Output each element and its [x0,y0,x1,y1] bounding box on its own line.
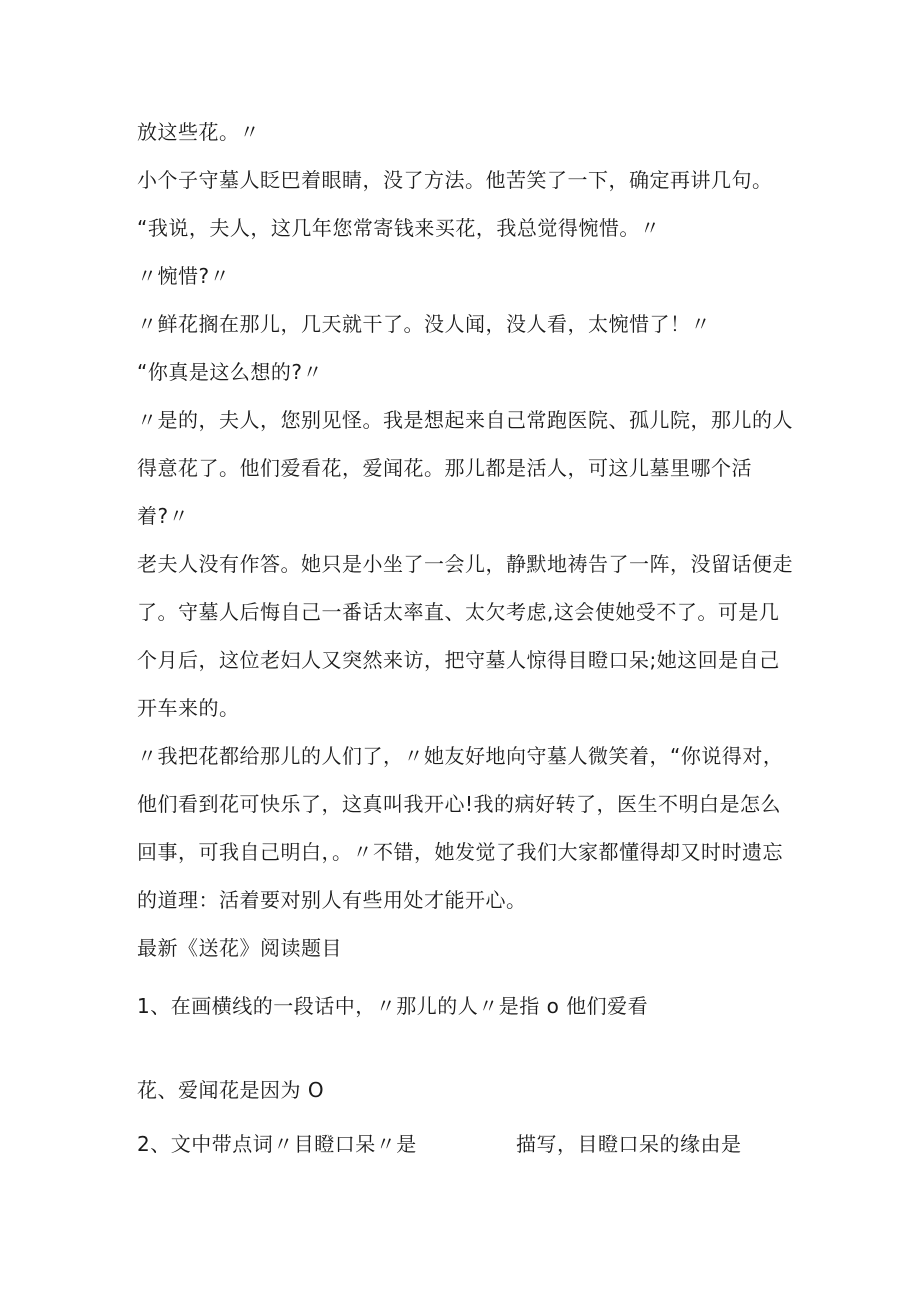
story-line: 放这些花。〃 [137,120,260,144]
story-line: 着?〃 [137,504,190,528]
story-line: 〃我把花都给那儿的人们了，〃她友好地向守墓人微笑着，“你说得对， [137,744,784,768]
story-line: 个月后，这位老妇人又突然来访，把守墓人惊得目瞪口呆;她这回是自己 [137,648,780,672]
story-line: 了。守墓人后悔自己一番话太率直、太欠考虑,这会使她受不了。可是几 [137,600,780,624]
story-line: 〃惋惜?〃 [137,264,231,288]
story-line: “你真是这么想的?〃 [137,360,323,384]
question-1-line-2: 花、爱闻花是因为 O [137,1078,325,1102]
story-line: 〃鲜花搁在那儿，几天就干了。没人闻，没人看，太惋惜了！〃 [137,312,711,336]
story-line: 老夫人没有作答。她只是小坐了一会儿，静默地祷告了一阵，没留话便走 [137,552,793,576]
story-line: 小个子守墓人眨巴着眼睛，没了方法。他苦笑了一下，确定再讲几句。 [137,168,773,192]
story-line: 他们看到花可快乐了，这真叫我开心!我的病好转了，医生不明白是怎么 [137,792,782,816]
story-line: “我说，夫人，这几年您常寄钱来买花，我总觉得惋惜。〃 [137,216,661,240]
question-1-line-1: 1、在画横线的一段话中，〃那儿的人〃是指 o 他们爱看 [137,994,649,1018]
question-2-part-2: 描写，目瞪口呆的缘由是 [516,1132,742,1156]
story-line: 的道理：活着要对别人有些用处才能开心。 [137,888,527,912]
story-line: 开车来的。 [137,696,240,720]
story-line: 〃是的，夫人，您别见怪。我是想起来自己常跑医院、孤儿院，那儿的人 [137,408,793,432]
section-title: 最新《送花》阅读题目 [137,936,342,960]
question-2-part-1: 2、文中带点词〃目瞪口呆〃是 [137,1132,417,1156]
story-line: 得意花了。他们爱看花，爱闻花。那儿都是活人，可这儿墓里哪个活 [137,456,752,480]
story-line: 回事，可我自己明白，。〃不错，她发觉了我们大家都懂得却又时时遗忘 [137,840,783,864]
